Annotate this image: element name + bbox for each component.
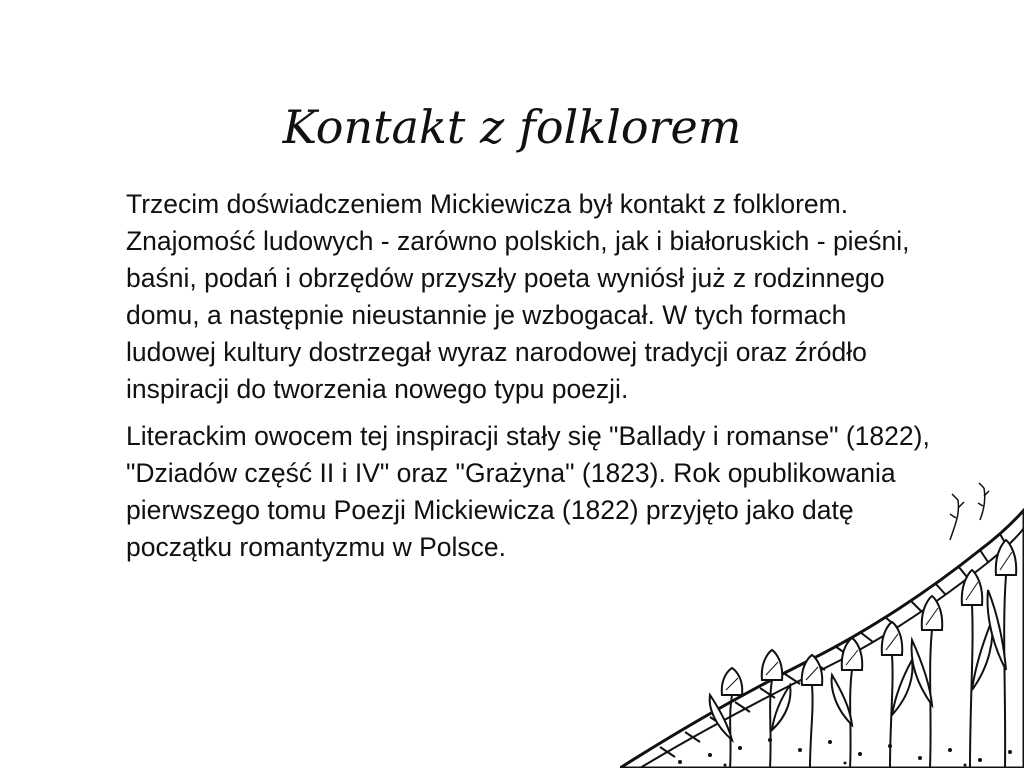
slide-title: Kontakt z folklorem: [282, 100, 742, 154]
paragraph-folklore-contact: Trzecim doświadczeniem Mickiewicza był kontakt z folklorem. Znajomość ludowych - zarówno polskich, jak i białoruskich - pieśni, baśni, podań i obrzędów przyszły poeta wyniósł już z rodzinnego domu, a następnie nieustannie je wzbogacał. W tych formach ludowej kultury dostrzegał wyraz narodowej tradycji oraz źródło inspiracji do tworzenia nowego typu poezji.: [126, 189, 910, 404]
paragraph-literary-fruits: Literackim owocem tej inspiracji stały się "Ballady i romanse" (1822), "Dziadów część II i IV" oraz "Grażyna" (1823). Rok opublikowania pierwszego tomu Poezji Mickiewicza (1822) przyjęto jako datę początku romantyzmu w Polsce.: [126, 421, 930, 562]
flower-garden-illustration-icon: [620, 480, 1024, 768]
